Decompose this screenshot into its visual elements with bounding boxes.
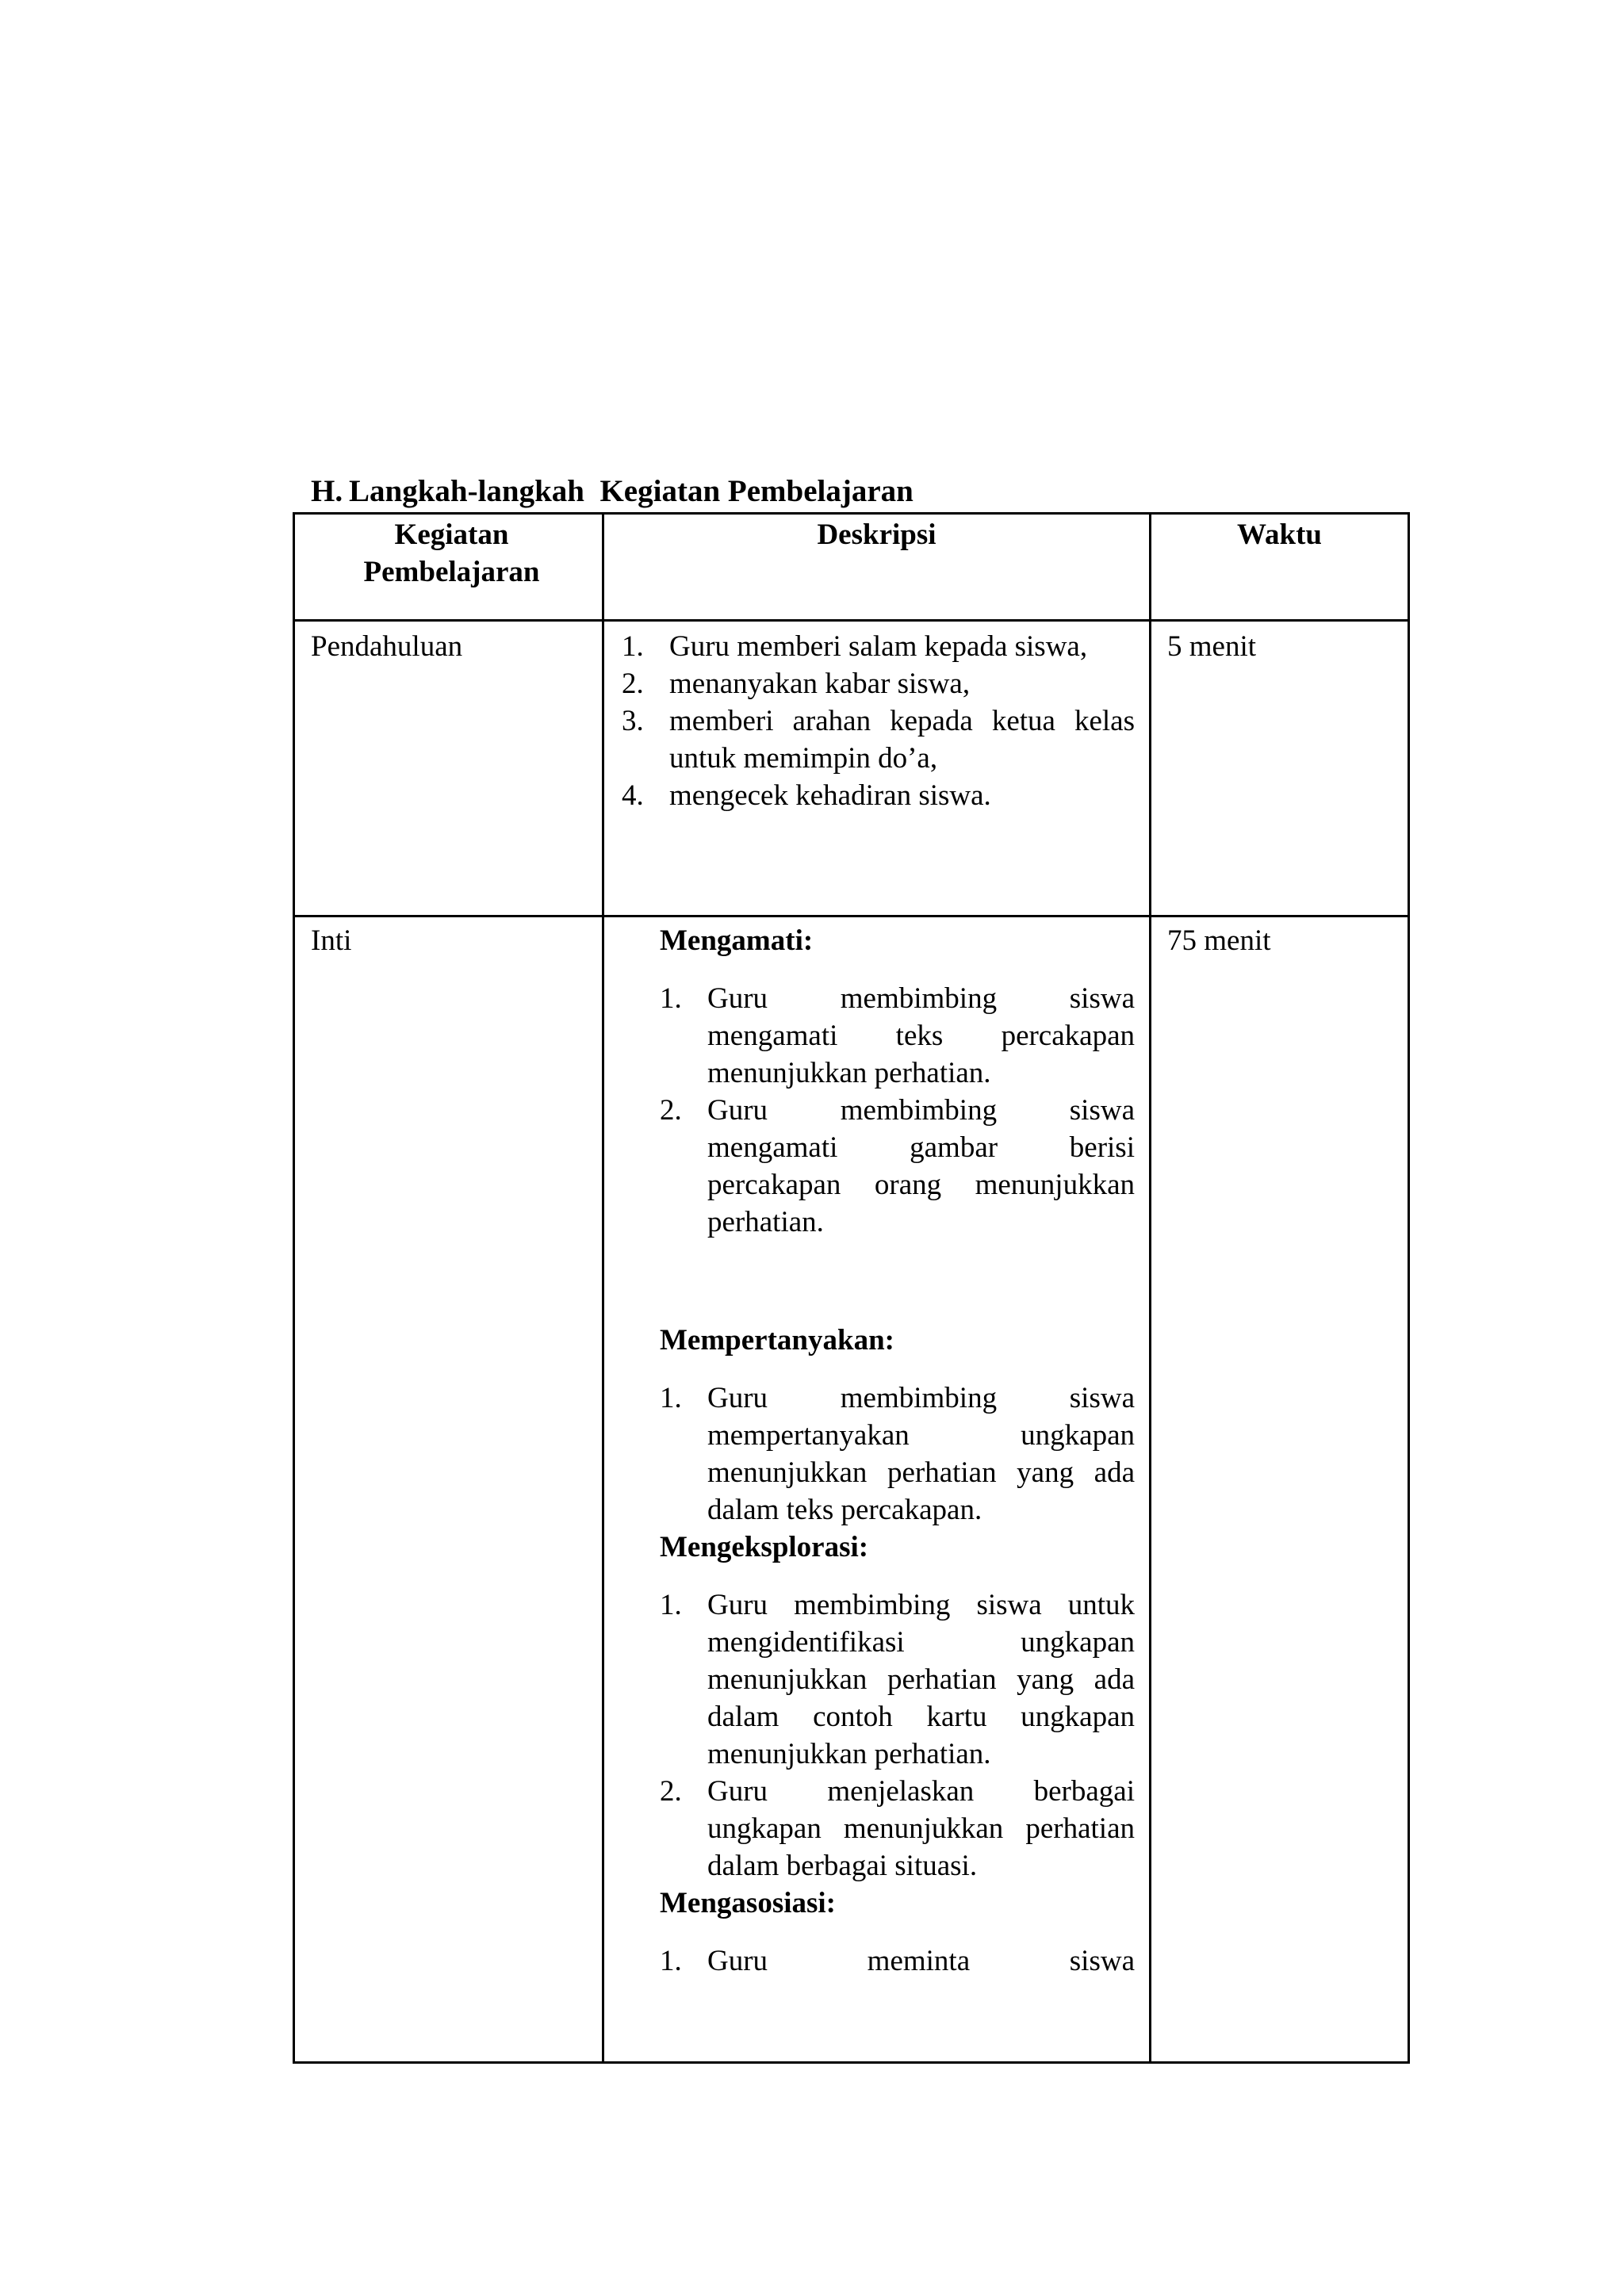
section-heading bbox=[311, 473, 914, 511]
header-deskripsi: Deskripsi bbox=[603, 514, 1151, 621]
stage-title: Mengeksplorasi: bbox=[660, 1531, 869, 1563]
list-item: 4. mengecek kehadiran siswa. bbox=[622, 779, 991, 812]
table-row-inti bbox=[294, 916, 1409, 2063]
list-item: 3. memberi arahan kepada ketua kelas untuk memimpin do’a, bbox=[622, 705, 1135, 775]
list-item: 1. Guru meminta siswa bbox=[660, 1945, 1135, 1977]
stage-list bbox=[660, 1586, 1135, 1885]
table-header-row bbox=[294, 514, 1409, 621]
header-waktu: Waktu bbox=[1151, 514, 1409, 621]
list-item: 1. Guru membimbing siswa mempertanyakan ungkapan menunjukkan perhatian yang ada dalam teks percakapan. bbox=[660, 1382, 1135, 1526]
activity-description bbox=[603, 621, 1151, 916]
list-item: 2. Guru menjelaskan berbagai ungkapan menunjukkan perhatian dalam berbagai situasi. bbox=[660, 1775, 1135, 1882]
stage-list bbox=[660, 1942, 1135, 1980]
activity-label: Inti bbox=[294, 916, 603, 2063]
activity-time: 75 menit bbox=[1151, 916, 1409, 2063]
list-item: 2. Guru membimbing siswa mengamati gambar berisi percakapan orang menunjukkan perhatian. bbox=[660, 1094, 1135, 1238]
section-letter: H. bbox=[311, 474, 343, 508]
stage-list bbox=[660, 980, 1135, 1241]
table-row-pendahuluan bbox=[294, 621, 1409, 916]
list-item: 1. Guru memberi salam kepada siswa, bbox=[622, 630, 1088, 663]
section-title: Langkah-langkah Kegiatan Pembelajaran bbox=[349, 474, 914, 508]
list-item: 1. Guru membimbing siswa untuk mengidentifikasi ungkapan menunjukkan perhatian yang ada dalam contoh kartu ungkapan menunjukkan perhatian. bbox=[660, 1589, 1135, 1770]
activity-time: 5 menit bbox=[1151, 621, 1409, 916]
lesson-steps-table bbox=[293, 512, 1410, 2064]
activity-label: Pendahuluan bbox=[294, 621, 603, 916]
stage-title: Mempertanyakan: bbox=[660, 1324, 894, 1357]
stage-title: Mengamati: bbox=[660, 924, 814, 957]
stage-title: Mengasosiasi: bbox=[660, 1887, 836, 1919]
step-list bbox=[622, 628, 1135, 814]
list-item: 2. menanyakan kabar siswa, bbox=[622, 668, 971, 700]
header-kegiatan: Kegiatan Pembelajaran bbox=[294, 514, 603, 621]
list-item: 1. Guru membimbing siswa mengamati teks percakapan menunjukkan perhatian. bbox=[660, 982, 1135, 1089]
activity-description bbox=[603, 916, 1151, 2063]
stage-list bbox=[660, 1380, 1135, 1529]
